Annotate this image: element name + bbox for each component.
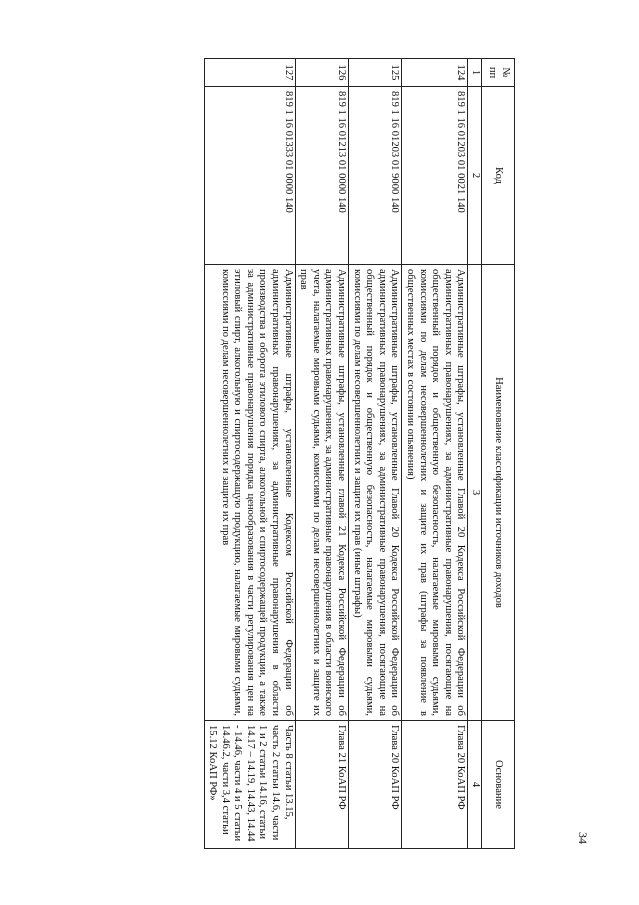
table-header-row <box>482 59 515 849</box>
column-number: 4 <box>468 721 482 849</box>
table-row <box>349 59 402 849</box>
column-number: 1 <box>468 59 482 87</box>
row-basis: Глава 21 КоАП РФ <box>295 721 348 849</box>
row-basis: Глава 20 КоАП РФ <box>402 721 468 849</box>
row-number: 126 <box>295 59 348 87</box>
page-number: 34 <box>576 832 590 844</box>
header-basis: Основание <box>482 721 515 849</box>
row-basis: Глава 20 КоАП РФ <box>349 721 402 849</box>
row-code: 819 1 16 01203 01 0021 140 <box>402 87 468 265</box>
row-name: Административные штрафы, установленные главой 21 Кодекса Российской Федерации об административных правонарушениях, за административные правонарушения в области воинского учета, налагаемые мировыми судьями, комиссиями по делам несовершеннолетних и защите их прав <box>295 265 348 721</box>
revenue-classification-table <box>204 58 515 849</box>
header-code: Код <box>482 87 515 265</box>
table-row <box>204 59 295 849</box>
row-basis: Часть 8 статьи 13.15, часть 2 статьи 14.6, части 1 и 2 статьи 14.16, статьи 14.17 – 14.19, 14.43, 14.44 - 14.46, части 4 и 5 статьи 14.46.2, части 3,4 статьи 15.12 КоАП РФ» <box>204 721 295 849</box>
table-row <box>295 59 348 849</box>
column-number: 3 <box>468 265 482 721</box>
document-table-container <box>85 58 515 848</box>
row-code: 819 1 16 01213 01 0000 140 <box>295 87 348 265</box>
row-name: Административные штрафы, установленные Главой 20 Кодекса Российской Федерации об административных правонарушениях, за административные правонарушения, посягающие на общественный порядок и общественную безопасность, налагаемые мировыми судьями, комиссиями по делам несовершеннолетних и защите их прав (иные штрафы) <box>349 265 402 721</box>
row-name: Административные штрафы, установленные Главой 20 Кодекса Российской Федерации об административных правонарушениях, за административные правонарушения, посягающие на общественный порядок и общественную безопасность, налагаемые мировыми судьями, комиссиями по делам несовершеннолетних и защите их прав (штрафы за появление в общественных местах в состоянии опьянения) <box>402 265 468 721</box>
row-number: 125 <box>349 59 402 87</box>
row-code: 819 1 16 01333 01 0000 140 <box>204 87 295 265</box>
row-number: 127 <box>204 59 295 87</box>
row-name: Административные штрафы, установленные Кодексом Российской Федерации об административных правонарушениях, за административные правонарушения в области производства и оборота этилового спирта, алкогольной и спиртосодержащей продукции, а также за административные правонарушения порядка ценообразования в части регулирования цен на этиловый спирт, алкогольную и спиртосодержащую продукцию, налагаемые мировыми судьями, комиссиями по делам несовершеннолетних и защите их прав <box>204 265 295 721</box>
column-number-row <box>468 59 482 849</box>
row-code: 819 1 16 01203 01 9000 140 <box>349 87 402 265</box>
row-number: 124 <box>402 59 468 87</box>
header-name: Наименование классификации источников доходов <box>482 265 515 721</box>
column-number: 2 <box>468 87 482 265</box>
header-number: № пп <box>482 59 515 87</box>
table-row <box>402 59 468 849</box>
